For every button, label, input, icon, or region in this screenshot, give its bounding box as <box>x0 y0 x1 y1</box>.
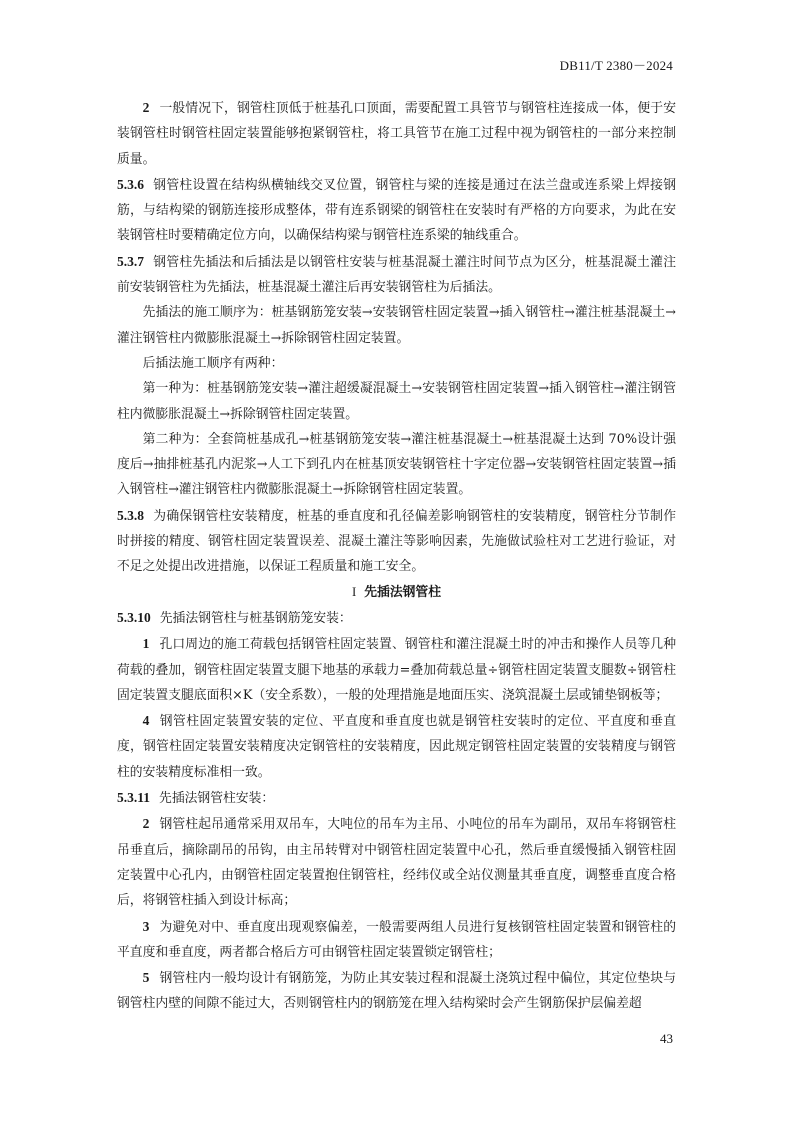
section-roman-numeral: I <box>351 584 357 599</box>
item-text: 钢管柱固定装置安装的定位、平直度和垂直度也就是钢管柱安装时的定位、平直度和垂直度，钢管柱固定装置安装精度决定钢管柱的安装精度，因此规定钢管柱固定装置的安装精度与钢管柱的安装精度标准相一致。 <box>117 714 676 780</box>
clause-5-3-8 <box>117 503 676 580</box>
item-text: 为避免对中、垂直度出现观察偏差，一般需要两组人员进行复核钢管柱固定装置和钢管柱的平直度和垂直度，两者都合格后方可由钢管柱固定装置锁定钢管柱； <box>117 919 676 960</box>
item-2-paragraph <box>117 811 676 913</box>
clause-5-3-10 <box>117 605 676 631</box>
clause-number: 5.3.7 <box>117 253 144 269</box>
clause-text: 先插法钢管柱安装： <box>159 791 275 807</box>
clause-number: 5.3.6 <box>117 176 144 192</box>
clause-5-3-6 <box>117 172 676 249</box>
clause-5-3-7 <box>117 249 676 301</box>
item-text: 一般情况下，钢管柱顶低于桩基孔口顶面，需要配置工具管节与钢管柱连接成一体，便于安装钢管柱时钢管柱固定装置能够抱紧钢管柱，将工具管节在施工过程中视为钢管柱的一部分来控制质量。 <box>117 101 676 167</box>
pre-insert-sequence: 先插法的施工顺序为：桩基钢筋笼安装→安装钢管柱固定装置→插入钢管柱→灌注桩基混凝土→灌注钢管柱内微膨胀混凝土→拆除钢管柱固定装置。 <box>117 305 676 346</box>
item-2-paragraph <box>117 95 676 172</box>
clause-number: 5.3.11 <box>117 790 151 806</box>
post-insert-first: 第一种为：桩基钢筋笼安装→灌注超缓凝混凝土→安装钢管柱固定装置→插入钢管柱→灌注钢管柱内微膨胀混凝土→拆除钢管柱固定装置。 <box>117 381 676 422</box>
post-insert-intro: 后插法施工顺序有两种： <box>142 355 284 371</box>
item-1-paragraph <box>117 631 676 708</box>
item-4-paragraph <box>117 708 676 785</box>
item-number: 5 <box>142 970 150 986</box>
item-number: 3 <box>142 918 150 934</box>
clause-number: 5.3.8 <box>117 507 144 523</box>
clause-text: 钢管柱设置在结构纵横轴线交叉位置，钢管柱与梁的连接是通过在法兰盘或连系梁上焊接钢筋，与结构梁的钢筋连接形成整体，带有连系钢梁的钢管柱在安装时有严格的方向要求，为此在安装钢管柱时要精确定位方向，以确保结构梁与钢管柱连系梁的轴线重合。 <box>117 177 676 244</box>
item-number: 2 <box>142 816 150 832</box>
clause-5-3-11 <box>117 785 676 811</box>
clause-text: 先插法钢管柱与桩基钢筋笼安装： <box>159 610 352 626</box>
page-number: 43 <box>660 1031 673 1046</box>
item-number: 2 <box>142 100 150 115</box>
item-text: 钢管柱起吊通常采用双吊车，大吨位的吊车为主吊、小吨位的吊车为副吊，双吊车将钢管柱吊垂直后，摘除副吊的吊钩，由主吊转臂对中钢管柱固定装置中心孔，然后垂直缓慢插入钢管柱固定装置中心孔内，由钢管柱固定装置抱住钢管柱，经纬仪或全站仪测量其垂直度，调整垂直度合格后，将钢管柱插入到设计标高； <box>117 817 676 909</box>
document-code-header: DB11/T 2380－2024 <box>559 58 673 73</box>
section-heading <box>117 580 676 605</box>
item-number: 1 <box>142 636 150 652</box>
item-text: 孔口周边的施工荷载包括钢管柱固定装置、钢管柱和灌注混凝土时的冲击和操作人员等几种荷载的叠加，钢管柱固定装置支腿下地基的承载力=叠加荷载总量÷钢管柱固定装置支腿数÷钢管柱固定装置支腿底面积×K（安全系数），一般的处理措施是地面压实、浇筑混凝土层或铺垫钢板等； <box>117 637 676 703</box>
item-number: 4 <box>142 713 150 729</box>
document-body <box>117 95 676 1017</box>
clause-text: 为确保钢管柱安装精度，桩基的垂直度和孔径偏差影响钢管柱的安装精度，钢管柱分节制作时拼接的精度、钢管柱固定装置误差、混凝土灌注等影响因素，先施做试验柱对工艺进行验证，对不足之处提出改进措施，以保证工程质量和施工安全。 <box>117 508 676 575</box>
section-title-text: 先插法钢管柱 <box>364 584 442 600</box>
clause-text: 钢管柱先插法和后插法是以钢管柱安装与桩基混凝土灌注时间节点为区分，桩基混凝土灌注前安装钢管柱为先插法，桩基混凝土灌注后再安装钢管柱为后插法。 <box>117 254 676 296</box>
item-3-paragraph <box>117 914 676 966</box>
clause-number: 5.3.10 <box>117 609 151 625</box>
post-insert-second: 第二种为：全套筒桩基成孔→桩基钢筋笼安装→灌注桩基混凝土→桩基混凝土达到 70%设计强度后→抽排桩基孔内泥浆→人工下到孔内在桩基顶安装钢管柱十字定位器→安装钢管柱固定装置→插入钢管柱→灌注钢管柱内微膨胀混凝土→拆除钢管柱固定装置。 <box>117 431 676 498</box>
item-5-paragraph <box>117 965 676 1017</box>
item-text: 钢管柱内一般均设计有钢筋笼，为防止其安装过程和混凝土浇筑过程中偏位，其定位垫块与钢管柱内壁的间隙不能过大，否则钢管柱内的钢筋笼在埋入结构梁时会产生钢筋保护层偏差超 <box>117 971 676 1012</box>
